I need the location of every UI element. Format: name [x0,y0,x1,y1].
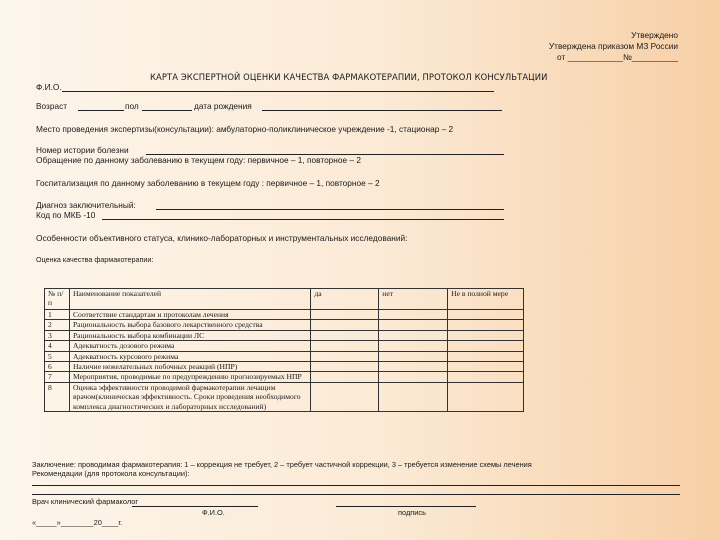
row-indicator: Мероприятия, проводимые по предупреждению прогнозируемых НПР [69,372,310,382]
cell-yes[interactable] [311,372,379,382]
fio-underline [62,91,494,92]
approval-line-3: от ____________№__________ [557,52,678,62]
cell-partial[interactable] [448,310,524,320]
conclusion-text: Заключение: проводимая фармакотерапия: 1 – коррекция не требует, 2 – требует частичной коррекции, 3 – требуется изменение схемы лечения [32,460,532,469]
row-number: 2 [45,320,70,330]
assessment-table [44,288,524,412]
objective-status-label: Особенности объективного статуса, клинико-лабораторных и инструментальных исследований: [36,233,408,243]
cell-yes[interactable] [311,341,379,351]
page-title: КАРТА ЭКСПЕРТНОЙ ОЦЕНКИ КАЧЕСТВА ФАРМАКОТЕРАПИИ, ПРОТОКОЛ КОНСУЛЬТАЦИИ [150,72,548,82]
table-row [45,330,524,340]
dob-label: дата рождения [194,101,252,111]
col-header-no: нет [379,289,448,310]
cell-partial[interactable] [448,351,524,361]
table-header-row [45,289,524,310]
recommendation-line-2 [32,494,680,495]
fio-label: Ф.И.О. [36,82,62,92]
icd-code-underline [102,219,504,220]
cell-yes[interactable] [311,362,379,372]
cell-yes[interactable] [311,320,379,330]
cell-no[interactable] [379,382,448,411]
row-number: 1 [45,310,70,320]
sex-label: пол [125,101,139,111]
row-number: 7 [45,372,70,382]
table-row [45,310,524,320]
row-number: 6 [45,362,70,372]
row-indicator: Соответствие стандартам и протоколам лечения [69,310,310,320]
approval-line-2: Утверждена приказом МЗ России [548,41,678,51]
cell-no[interactable] [379,320,448,330]
table-row [45,372,524,382]
age-label: Возраст [36,101,68,111]
doctor-fio-underline [132,506,258,507]
cell-no[interactable] [379,310,448,320]
cell-partial[interactable] [448,362,524,372]
approval-line-1: Утверждено [631,30,678,40]
fio-caption: Ф.И.О. [202,508,225,517]
row-number: 4 [45,341,70,351]
table-row [45,320,524,330]
cell-no[interactable] [379,362,448,372]
row-indicator: Адекватность дозового режима [69,341,310,351]
cell-partial[interactable] [448,341,524,351]
row-indicator: Наличие нежелательных побочных реакций (НПР) [69,362,310,372]
cell-yes[interactable] [311,351,379,361]
row-indicator: Адекватность курсового режима [69,351,310,361]
col-header-indicator: Наименование показателей [69,289,310,310]
row-number: 8 [45,382,70,411]
table-row [45,382,524,411]
cell-no[interactable] [379,341,448,351]
row-number: 5 [45,351,70,361]
quality-assessment-label: Оценка качества фармакотерапии: [36,255,154,264]
col-header-number: № п/п [45,289,70,310]
signature-caption: подпись [398,508,426,517]
age-underline [78,110,124,111]
cell-no[interactable] [379,351,448,361]
table-row [45,362,524,372]
dob-underline [262,110,502,111]
col-header-partial: Не в полной мере [448,289,524,310]
history-number-label: Номер истории болезни [36,145,129,155]
date-field: «_____»________20____г. [32,518,123,527]
row-number: 3 [45,330,70,340]
visit-type: Обращение по данному заболеванию в текущем году: первичное – 1, повторное – 2 [36,155,361,165]
cell-no[interactable] [379,330,448,340]
col-header-yes: да [311,289,379,310]
diagnosis-label: Диагноз заключительный: [36,200,136,210]
recommendation-line-1 [32,485,680,486]
cell-yes[interactable] [311,310,379,320]
cell-partial[interactable] [448,382,524,411]
table-row [45,341,524,351]
row-indicator: Рациональность выбора базового лекарственного средства [69,320,310,330]
cell-partial[interactable] [448,372,524,382]
doctor-label: Врач клинический фармаколог [32,497,139,506]
table-row [45,351,524,361]
row-indicator: Оценка эффективности проводимой фармакотерапии лечащим врачом(клиническая эффективность. Сроки проведения необходимого комплекса диагностических и лабораторных исследований) [69,382,310,411]
hospitalization-type: Госпитализация по данному заболеванию в текущем году : первичное – 1, повторное – 2 [36,178,380,188]
cell-no[interactable] [379,372,448,382]
cell-yes[interactable] [311,382,379,411]
cell-partial[interactable] [448,320,524,330]
examination-place: Место проведения экспертизы(консультации): амбулаторно-поликлиническое учреждение -1, стационар – 2 [36,124,454,134]
doctor-signature-underline [336,506,476,507]
cell-partial[interactable] [448,330,524,340]
diagnosis-underline [156,209,504,210]
row-indicator: Рациональность выбора комбинации ЛС [69,330,310,340]
recommendations-label: Рекомендации (для протокола консультации): [32,469,190,478]
sex-underline [142,110,192,111]
icd-code-label: Код по МКБ -10 [36,210,96,220]
cell-yes[interactable] [311,330,379,340]
